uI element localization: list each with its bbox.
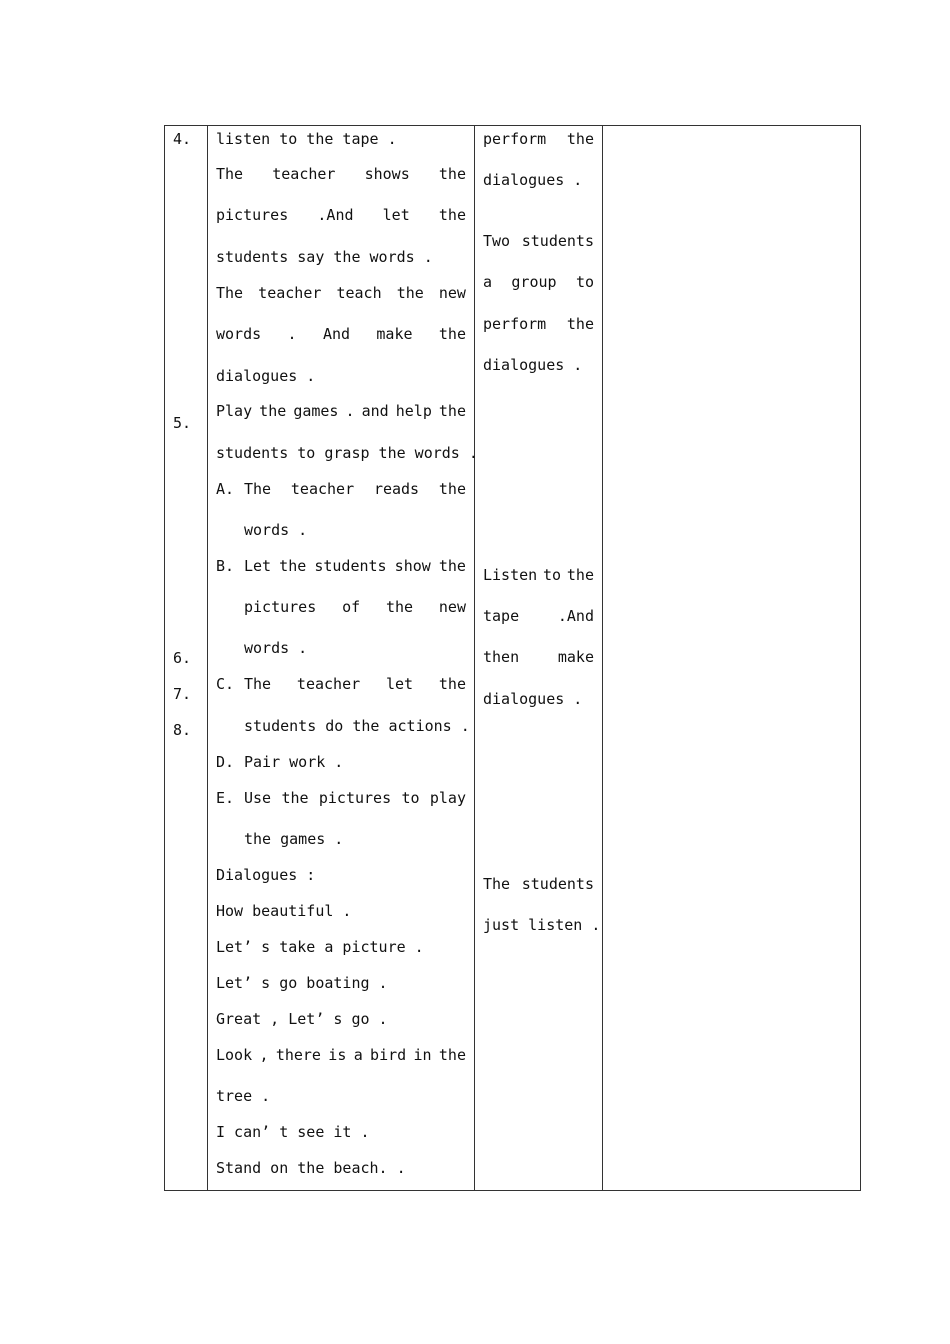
word: the — [385, 598, 414, 616]
word: teach — [336, 284, 382, 302]
word: The — [244, 480, 272, 498]
word: shows — [364, 165, 410, 183]
procedure-line — [216, 283, 466, 303]
step-number: 5. — [173, 414, 192, 432]
procedure-line: students to grasp the words . — [216, 444, 478, 462]
word: the — [259, 402, 287, 420]
word: teacher — [296, 675, 361, 693]
procedure-line: words . — [244, 639, 308, 657]
word: the — [438, 675, 466, 693]
word: Listen — [483, 566, 538, 584]
list-marker: C. — [216, 675, 235, 693]
dialogue-line: tree . — [216, 1087, 271, 1105]
procedure-line: words . — [244, 521, 308, 539]
word: The — [244, 675, 272, 693]
procedure-line: students do the actions . — [244, 717, 470, 735]
step-number: 4. — [173, 130, 192, 148]
list-marker: B. — [216, 557, 235, 575]
word: the — [438, 325, 466, 343]
word: the — [438, 165, 466, 183]
word: new — [438, 598, 466, 616]
procedure-line — [216, 205, 466, 225]
procedure-line — [244, 597, 466, 617]
word: The — [216, 284, 244, 302]
student-activity-line: dialogues . — [483, 690, 583, 708]
word: make — [376, 325, 413, 343]
dialogue-heading: Dialogues : — [216, 866, 316, 884]
dialogue-line: How beautiful . — [216, 902, 352, 920]
word: the — [396, 284, 424, 302]
procedure-line — [244, 674, 466, 694]
word: perform — [483, 130, 547, 148]
word: .And — [317, 206, 354, 224]
word: the — [281, 789, 309, 807]
procedure-line — [216, 324, 466, 344]
word: students — [521, 875, 594, 893]
word: the — [438, 402, 466, 420]
word: to — [401, 789, 420, 807]
word: games — [293, 402, 339, 420]
word: Let — [244, 557, 272, 575]
word: the — [279, 557, 307, 575]
word: , — [259, 1046, 269, 1064]
student-activity-line: just listen . — [483, 916, 601, 934]
word: the — [438, 557, 466, 575]
procedure-line: Pair work . — [244, 753, 344, 771]
word: to — [543, 566, 562, 584]
procedure-line — [244, 479, 466, 499]
procedure-line — [244, 556, 466, 576]
word: students — [521, 232, 594, 250]
word: Look — [216, 1046, 253, 1064]
step-number: 6. — [173, 649, 192, 667]
procedure-line — [216, 164, 466, 184]
procedure-line: listen to the tape . — [216, 130, 397, 148]
student-activity-line — [483, 565, 594, 585]
word: is — [328, 1046, 347, 1064]
procedure-line — [244, 788, 466, 808]
word: let — [382, 206, 410, 224]
dialogue-line: Let’ s take a picture . — [216, 938, 424, 956]
word: reads — [373, 480, 420, 498]
word: pictures — [244, 598, 317, 616]
student-activity-line — [483, 647, 594, 667]
word: pictures — [318, 789, 392, 807]
word: in — [413, 1046, 432, 1064]
word: help — [395, 402, 432, 420]
word: words — [216, 325, 262, 343]
list-marker: D. — [216, 753, 235, 771]
word: Use — [244, 789, 272, 807]
procedure-line: dialogues . — [216, 367, 316, 385]
word: the — [438, 480, 466, 498]
word: there — [275, 1046, 321, 1064]
word: . — [345, 402, 355, 420]
word: a — [353, 1046, 363, 1064]
word: a — [483, 273, 493, 291]
word: And — [322, 325, 351, 343]
procedure-line: students say the words . — [216, 248, 433, 266]
column-divider — [474, 126, 475, 1190]
word: .And — [557, 607, 594, 625]
word: pictures — [216, 206, 289, 224]
student-activity-line — [483, 314, 594, 334]
student-activity-line — [483, 231, 594, 251]
word: to — [575, 273, 594, 291]
dialogue-line: Let’ s go boating . — [216, 974, 388, 992]
dialogue-line — [216, 1045, 466, 1065]
procedure-line: the games . — [244, 830, 344, 848]
word: group — [511, 273, 557, 291]
dialogue-line: Great , Let’ s go . — [216, 1010, 388, 1028]
word: and — [361, 402, 389, 420]
word: new — [438, 284, 466, 302]
word: of — [342, 598, 361, 616]
word: let — [385, 675, 414, 693]
student-activity-line — [483, 272, 594, 292]
student-activity-line — [483, 129, 594, 149]
word: perform — [483, 315, 547, 333]
word: Two — [483, 232, 511, 250]
dialogue-line: I can’ t see it . — [216, 1123, 370, 1141]
word: play — [429, 789, 466, 807]
word: show — [394, 557, 431, 575]
student-activity-line — [483, 606, 594, 626]
procedure-line — [216, 401, 466, 421]
word: bird — [370, 1046, 407, 1064]
list-marker: E. — [216, 789, 235, 807]
word: students — [314, 557, 387, 575]
word: the — [438, 206, 466, 224]
word: make — [557, 648, 594, 666]
column-divider — [207, 126, 208, 1190]
word: teacher — [272, 165, 336, 183]
word: the — [566, 130, 594, 148]
word: the — [566, 566, 594, 584]
word: teacher — [258, 284, 322, 302]
word: the — [438, 1046, 466, 1064]
step-number: 8. — [173, 721, 192, 739]
word: then — [483, 648, 520, 666]
word: Play — [216, 402, 253, 420]
dialogue-line: Stand on the beach. . — [216, 1159, 406, 1177]
student-activity-line — [483, 874, 594, 894]
word: tape — [483, 607, 520, 625]
word: teacher — [290, 480, 355, 498]
word: . — [287, 325, 297, 343]
student-activity-line: dialogues . — [483, 356, 583, 374]
word: the — [566, 315, 594, 333]
step-number: 7. — [173, 685, 192, 703]
student-activity-line: dialogues . — [483, 171, 583, 189]
word: The — [483, 875, 511, 893]
word: The — [216, 165, 244, 183]
lesson-table — [164, 125, 861, 1191]
list-marker: A. — [216, 480, 235, 498]
column-divider — [602, 126, 603, 1190]
